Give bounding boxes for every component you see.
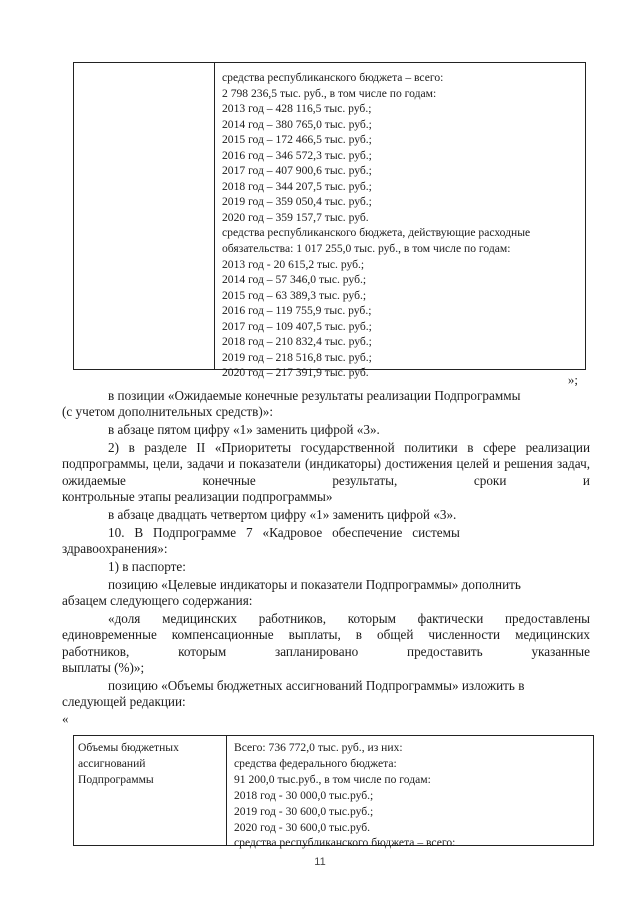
table-column-divider (214, 63, 215, 369)
table-line: Объемы бюджетных (78, 741, 179, 754)
table-line: 2017 год – 109 407,5 тыс. руб.; (222, 319, 372, 333)
table-line: 2020 год – 359 157,7 тыс. руб. (222, 210, 369, 224)
table-line: средства республиканского бюджета – всего: (234, 836, 456, 850)
paragraph-replace-digit-fifth: в абзаце пятом цифру «1» заменить цифрой «3». (108, 422, 380, 438)
table-line: 2 798 236,5 тыс. руб., в том числе по годам: (222, 86, 437, 100)
paragraph-share-medical-workers: «доля медицинских работников, которым фактически предоставлены единовременные компенсационные выплаты, в общей численности медицинских работников, которым запланировано предоставить указанные (62, 611, 590, 659)
paragraph-share-medical-workers-end: выплаты (%)»; (62, 659, 145, 675)
table-line: 2018 год – 210 832,4 тыс. руб.; (222, 335, 372, 349)
table-line: 2013 год – 428 116,5 тыс. руб.; (222, 102, 372, 116)
opening-quote-mark: « (62, 710, 69, 726)
table-line: 2013 год - 20 615,2 тыс. руб.; (222, 257, 365, 271)
budget-table-bottom-right-cell (234, 740, 589, 851)
paragraph-budget-allocations: позицию «Объемы бюджетных ассигнований Подпрограммы» изложить в следующей редакции: (62, 677, 525, 710)
table-line: обязательства: 1 017 255,0 тыс. руб., в том числе по годам: (222, 242, 511, 256)
table-line: 91 200,0 тыс.руб., в том числе по годам: (234, 772, 431, 786)
table-line: 2020 год - 30 600,0 тыс.руб. (234, 820, 371, 834)
table-line: средства федерального бюджета: (234, 756, 397, 770)
table-line: 2014 год – 380 765,0 тыс. руб.; (222, 117, 372, 131)
table-line: средства республиканского бюджета, действующие расходные (222, 226, 531, 240)
table-line: Подпрограммы (78, 772, 154, 786)
paragraph-expected-results: в позиции «Ожидаемые конечные результаты реализации Подпрограммы (с учетом дополнительных средств)»: (62, 388, 521, 420)
paragraph-section-ii-end: контрольные этапы реализации подпрограммы» (62, 488, 333, 504)
paragraph-target-indicators: позицию «Целевые индикаторы и показатели Подпрограммы» дополнить абзацем следующего содержания: (62, 576, 521, 609)
table-column-divider (226, 736, 227, 845)
table-line: 2019 год – 218 516,8 тыс. руб.; (222, 350, 372, 364)
closing-quote-mark: »; (567, 372, 578, 387)
budget-table-bottom (73, 735, 594, 850)
table-line: 2018 год – 344 207,5 тыс. руб.; (222, 179, 372, 193)
paragraph-passport: 1) в паспорте: (108, 558, 186, 574)
paragraph-subprogram-7: 10. В Подпрограмме 7 «Кадровое обеспечение системы здравоохранения»: (62, 524, 460, 557)
table-line: 2019 год – 359 050,4 тыс. руб.; (222, 195, 372, 209)
table-line: Всего: 736 772,0 тыс. руб., из них: (234, 741, 403, 754)
table-line: 2016 год – 346 572,3 тыс. руб.; (222, 148, 372, 162)
page-number: 11 (314, 856, 326, 868)
budget-table-top (73, 62, 586, 380)
table-line: 2017 год – 407 900,6 тыс. руб.; (222, 164, 372, 178)
budget-table-bottom-left-cell (78, 740, 223, 788)
document-body (62, 372, 590, 726)
table-line: 2015 год – 172 466,5 тыс. руб.; (222, 133, 372, 147)
paragraph-replace-digit-twenty-fourth: в абзаце двадцать четвертом цифру «1» заменить цифрой «3». (108, 506, 457, 522)
table-line: средства республиканского бюджета – всего: (222, 71, 444, 84)
table-line: 2016 год – 119 755,9 тыс. руб.; (222, 304, 372, 318)
table-line: 2018 год - 30 000,0 тыс.руб.; (234, 788, 374, 802)
table-line: 2014 год – 57 346,0 тыс. руб.; (222, 273, 367, 287)
table-line: 2020 год – 217 391,9 тыс. руб. (222, 366, 369, 380)
table-line: 2015 год – 63 389,3 тыс. руб.; (222, 288, 367, 302)
budget-table-top-right-cell (222, 70, 582, 381)
table-line: ассигнований (78, 756, 146, 770)
paragraph-section-ii: 2) в разделе II «Приоритеты государственной политики в сфере реализации подпрограммы, цели, задачи и показатели (индикаторы) достижения целей и решения задач, ожидаемые конечные результаты, сроки и (62, 440, 591, 488)
table-line: 2019 год - 30 600,0 тыс.руб.; (234, 804, 374, 818)
